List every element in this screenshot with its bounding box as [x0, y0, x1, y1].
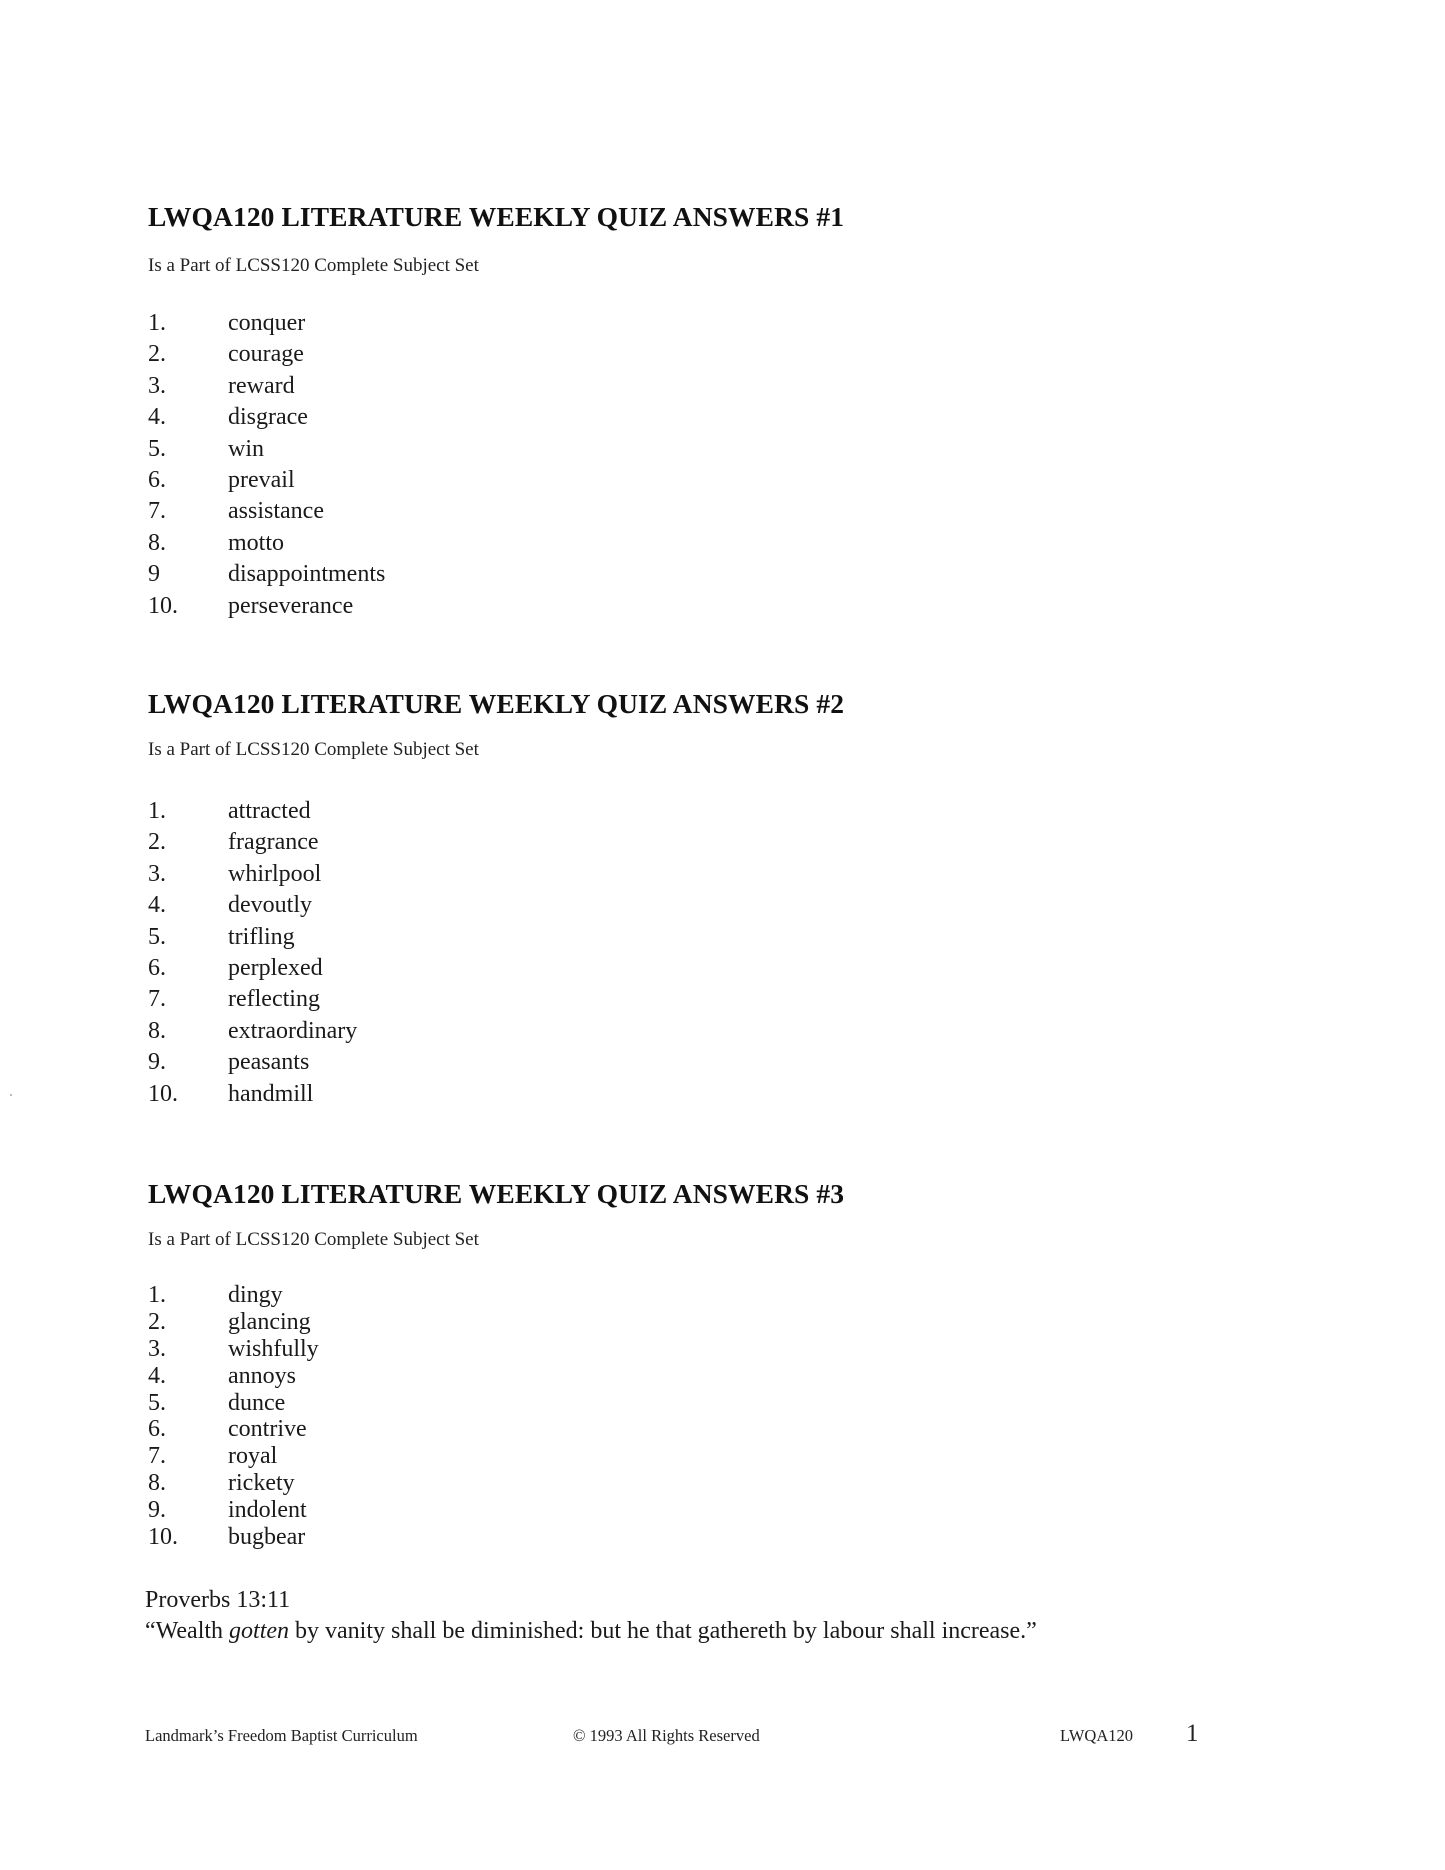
- answer-number: 3.: [148, 860, 166, 887]
- answer-word: attracted: [228, 798, 311, 824]
- answer-number: 9.: [148, 1049, 166, 1076]
- answer-number: 4.: [148, 404, 166, 431]
- answer-word: contrive: [228, 1416, 307, 1443]
- answer-word: wishfully: [228, 1335, 319, 1362]
- answer-number: 8.: [148, 529, 166, 556]
- answer-number: 1.: [148, 1282, 166, 1308]
- answer-word: assistance: [228, 498, 324, 525]
- answer-number: 6.: [148, 466, 166, 493]
- answer-number: 5.: [148, 435, 166, 462]
- answer-number: 8.: [148, 1017, 166, 1044]
- verse-quote: [145, 1619, 1037, 1643]
- page-number: 1: [1186, 1720, 1199, 1747]
- answer-word: handmill: [228, 1080, 314, 1107]
- answer-number: 2.: [148, 829, 166, 856]
- answer-word: disgrace: [228, 404, 308, 431]
- scan-speck: [10, 1094, 12, 1096]
- answer-word: bugbear: [228, 1524, 306, 1551]
- answer-word: reward: [228, 372, 295, 399]
- answer-word: indolent: [228, 1497, 307, 1524]
- answer-word: fragrance: [228, 829, 319, 856]
- section-1-subtitle: Is a Part of LCSS120 Complete Subject Set: [148, 255, 479, 276]
- answer-number: 2.: [148, 1308, 166, 1335]
- verse-quote-start: “Wealth: [145, 1618, 230, 1644]
- answer-word: dunce: [228, 1389, 286, 1416]
- answer-word: royal: [228, 1443, 278, 1470]
- answer-word: devoutly: [228, 892, 312, 919]
- answer-word: peasants: [228, 1049, 310, 1076]
- answer-word: perseverance: [228, 592, 354, 619]
- answer-number: 8.: [148, 1470, 166, 1497]
- answer-number: 7.: [148, 1443, 166, 1470]
- section-2-title: LWQA120 LITERATURE WEEKLY QUIZ ANSWERS #2: [148, 688, 845, 719]
- verse-reference: Proverbs 13:11: [145, 1587, 291, 1613]
- answer-number: 7.: [148, 986, 166, 1013]
- answer-number: 2.: [148, 341, 166, 368]
- answer-word: extraordinary: [228, 1017, 358, 1044]
- answer-word: glancing: [228, 1308, 311, 1335]
- answer-number: 9.: [148, 1497, 166, 1524]
- footer-copyright: © 1993 All Rights Reserved: [573, 1726, 760, 1745]
- verse-quote-italic: gotten: [229, 1618, 290, 1644]
- answer-number: 10.: [148, 1080, 178, 1107]
- answer-number: 9: [148, 561, 160, 588]
- answer-word: disappointments: [228, 561, 386, 588]
- answer-word: annoys: [228, 1362, 296, 1389]
- answer-word: motto: [228, 529, 285, 556]
- answer-number: 6.: [148, 1416, 166, 1443]
- answer-number: 3.: [148, 1335, 166, 1362]
- answer-word: rickety: [228, 1470, 295, 1497]
- answer-number: 6.: [148, 954, 166, 981]
- answer-number: 10.: [148, 1524, 178, 1551]
- answer-number: 3.: [148, 372, 166, 399]
- answer-number: 10.: [148, 592, 178, 619]
- section-1-title: LWQA120 LITERATURE WEEKLY QUIZ ANSWERS #1: [148, 201, 845, 232]
- footer-publisher: Landmark’s Freedom Baptist Curriculum: [145, 1726, 418, 1745]
- section-3-subtitle: Is a Part of LCSS120 Complete Subject Set: [148, 1229, 479, 1250]
- answer-word: conquer: [228, 310, 306, 336]
- answer-word: whirlpool: [228, 860, 322, 887]
- answer-word: perplexed: [228, 954, 323, 981]
- verse-quote-rest: by vanity shall be diminished: but he that gathereth by labour shall increase.”: [289, 1618, 1037, 1644]
- answer-number: 5.: [148, 923, 166, 950]
- answer-word: prevail: [228, 466, 295, 493]
- section-3-title: LWQA120 LITERATURE WEEKLY QUIZ ANSWERS #3: [148, 1178, 845, 1209]
- answer-number: 5.: [148, 1389, 166, 1416]
- answer-number: 1.: [148, 798, 166, 824]
- answer-number: 7.: [148, 498, 166, 525]
- answer-word: win: [228, 435, 264, 462]
- answer-word: courage: [228, 341, 304, 368]
- answer-word: dingy: [228, 1282, 283, 1308]
- section-2-subtitle: Is a Part of LCSS120 Complete Subject Set: [148, 739, 479, 760]
- answer-number: 4.: [148, 1362, 166, 1389]
- answer-word: trifling: [228, 923, 295, 950]
- footer-code: LWQA120: [1060, 1726, 1134, 1745]
- answer-word: reflecting: [228, 986, 320, 1013]
- answer-number: 1.: [148, 310, 166, 336]
- answer-number: 4.: [148, 892, 166, 919]
